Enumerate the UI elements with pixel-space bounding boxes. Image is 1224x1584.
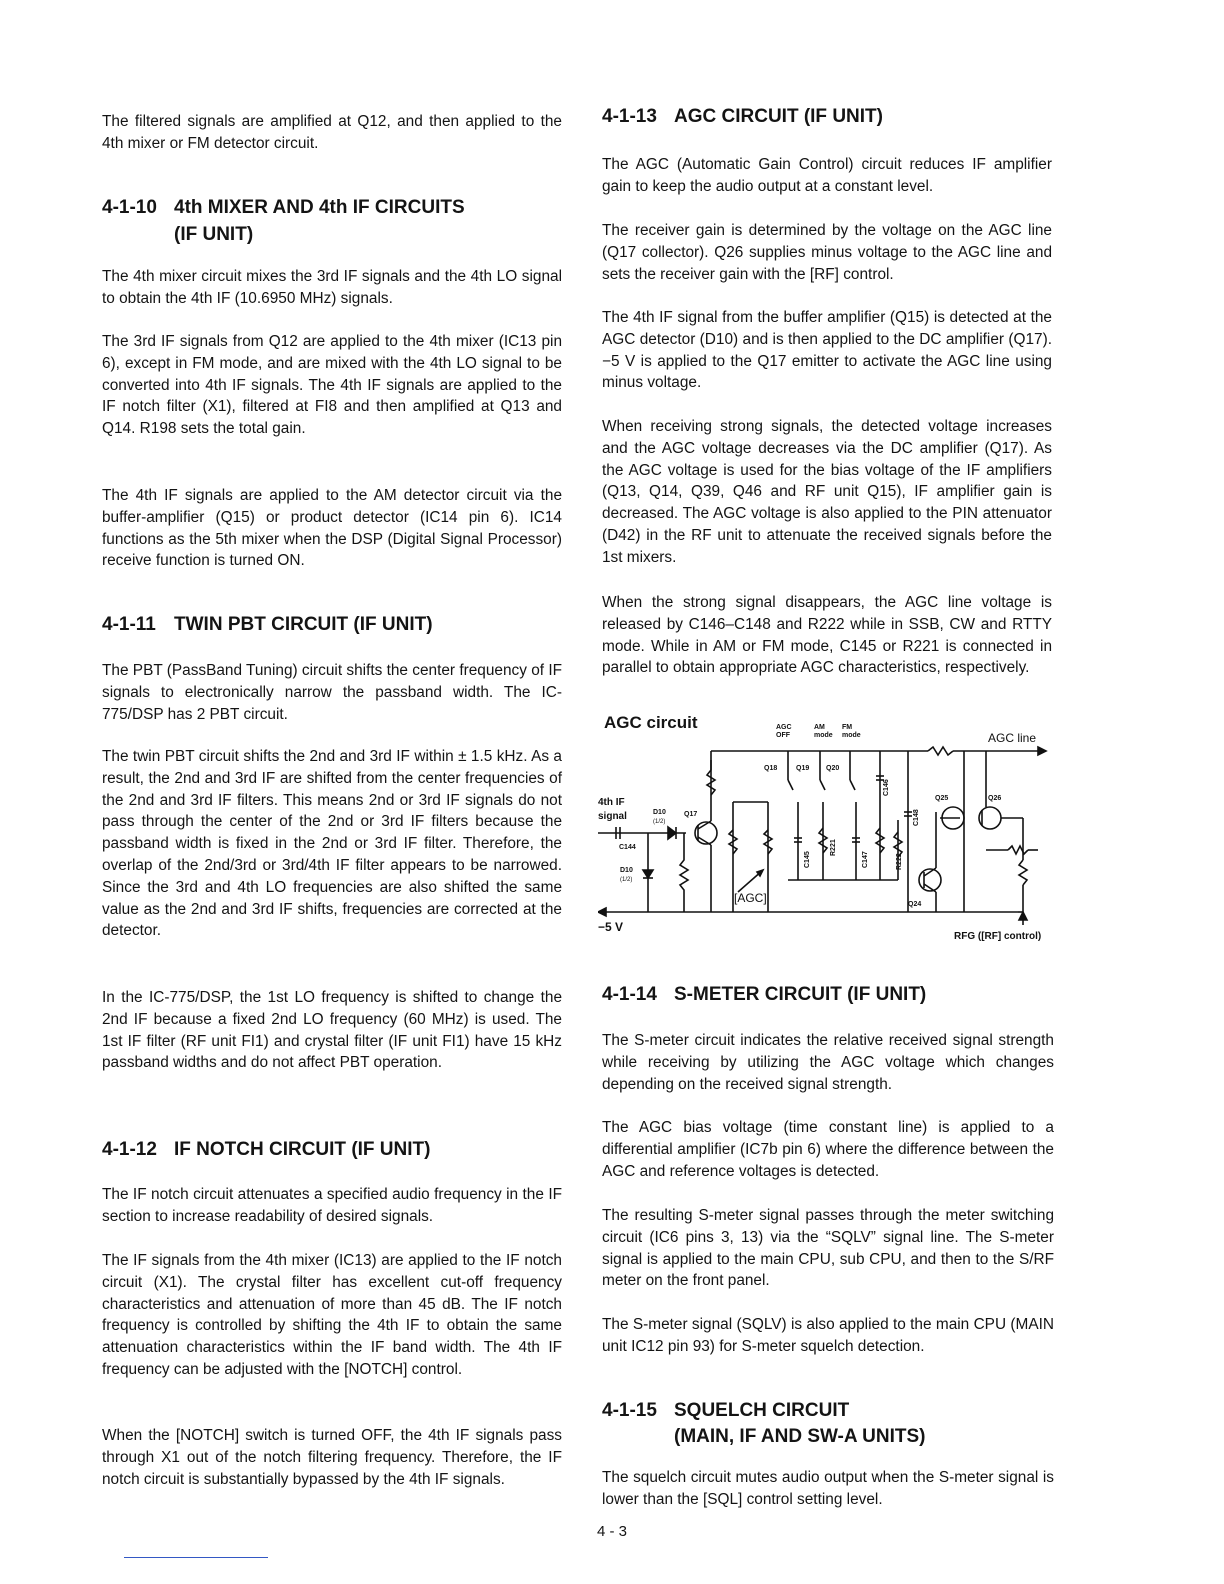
s10-paragraph-1: The 4th mixer circuit mixes the 3rd IF signals and the 4th LO signal to obtain the 4th IF (10.6950 MHz) signals. bbox=[102, 268, 562, 307]
label-c146: C146 bbox=[883, 779, 890, 796]
s13-paragraph-4: When receiving strong signals, the detected voltage increases and the AGC voltage decreases via the DC amplifier (Q17). As the AGC voltage is used for the bias voltage of the IF amplifiers (Q13, Q14, Q39, Q46 and RF unit Q15), IF amplifier gain is decreased. The AGC voltage is also applied to the PIN attenuator (D42) in the RF unit to attenuate the received signals before the 1st mixers. bbox=[602, 418, 1052, 566]
s12-paragraph-3: When the [NOTCH] switch is turned OFF, the 4th IF signals pass through X1 out of the notch filtering frequency. Therefore, the IF notch circuit is substantially bypassed by the 4th IF signals. bbox=[102, 1427, 562, 1488]
s15-paragraph-1: The squelch circuit mutes audio output when the S-meter signal is lower than the [SQL] control setting level. bbox=[602, 1469, 1054, 1508]
section-4-1-13-heading bbox=[602, 104, 1062, 130]
label-d10-lower-sub: (1/2) bbox=[620, 877, 633, 883]
s12-paragraph-1: The IF notch circuit attenuates a specified audio frequency in the IF section to increase readability of desired signals. bbox=[102, 1186, 562, 1225]
s14-paragraph-3: The resulting S-meter signal passes through the meter switching circuit (IC6 pins 3, 13) via the “SQLV” signal line. The S-meter signal is applied to the main CPU, sub CPU, and then to the S/RF meter on the front panel. bbox=[602, 1207, 1054, 1290]
label-am-mode: AM mode bbox=[814, 724, 833, 739]
s10-paragraph-3: The 4th IF signals are applied to the AM detector circuit via the buffer-amplifier (Q15) or product detector (IC14 pin 6). IC14 functions as the 5th mixer when the DSP (Digital Signal Processor) receive function is turned ON. bbox=[102, 487, 562, 570]
section-4-1-15-heading bbox=[602, 1398, 1062, 1424]
section-title: S-METER CIRCUIT (IF UNIT) bbox=[674, 984, 927, 1005]
section-title: SQUELCH CIRCUIT bbox=[674, 1400, 850, 1421]
s11-paragraph-2: The twin PBT circuit shifts the 2nd and 3rd IF within ± 1.5 kHz. As a result, the 2nd and 3rd IF are shifted from the center frequencies of the 2nd and 3rd IF filters. This means 2nd or 3rd IF signals do not pass through the center of the 2nd or 3rd IF filters because the passband width is fixed in the 2nd or 3rd IF filter. Therefore, the overlap of the 2nd/3rd or 3rd/4th IF filter appears to be narrowed. Since the 3rd and 4th LO frequencies are also shifted the same value as the 2nd and 3rd IF shifts, frequencies are corrected at the detector. bbox=[102, 748, 562, 940]
s13-paragraph-3: The 4th IF signal from the buffer amplifier (Q15) is detected at the AGC detector (D10) and is then applied to the DC amplifier (Q17). −5 V is applied to the Q17 emitter to activate the AGC line using minus voltage. bbox=[602, 309, 1052, 392]
figure-title: AGC circuit bbox=[604, 713, 698, 732]
section-number: 4-1-11 bbox=[102, 614, 156, 635]
agc-circuit-schematic bbox=[598, 720, 1068, 945]
s14-paragraph-4: The S-meter signal (SQLV) is also applied to the main CPU (MAIN unit IC12 pin 93) for S-meter squelch detection. bbox=[602, 1316, 1054, 1355]
section-number: 4-1-15 bbox=[602, 1400, 657, 1421]
label-d10-lower: D10 bbox=[620, 867, 633, 874]
label-c144: C144 bbox=[619, 844, 636, 851]
label-q17: Q17 bbox=[684, 811, 698, 818]
label-r222: R222 bbox=[896, 853, 903, 870]
section-4-1-11-heading bbox=[102, 612, 562, 638]
page-number: 4 - 3 bbox=[596, 1523, 627, 1540]
label-c148: C148 bbox=[913, 809, 920, 826]
label-c147: C147 bbox=[862, 851, 869, 868]
schematic-wiring bbox=[598, 747, 1046, 925]
label-c145: C145 bbox=[804, 851, 811, 868]
label-q25: Q25 bbox=[935, 795, 949, 802]
intro-paragraph: The filtered signals are amplified at Q12, and then applied to the 4th mixer or FM detector circuit. bbox=[102, 113, 562, 152]
section-title: AGC CIRCUIT (IF UNIT) bbox=[674, 106, 883, 127]
section-number: 4-1-14 bbox=[602, 984, 657, 1005]
section-4-1-10-heading-line2: (IF UNIT) bbox=[174, 224, 254, 245]
label-agc-line: AGC line bbox=[988, 731, 1037, 745]
label-q20: Q20 bbox=[826, 765, 840, 772]
label-signal: signal bbox=[598, 811, 627, 822]
section-4-1-14-heading bbox=[602, 982, 1062, 1008]
section-title: IF NOTCH CIRCUIT (IF UNIT) bbox=[174, 1139, 431, 1160]
label-fm-mode: FM mode bbox=[842, 724, 861, 739]
section-4-1-10-heading bbox=[102, 195, 562, 221]
s11-paragraph-1: The PBT (PassBand Tuning) circuit shifts the center frequency of IF signals to electronically narrow the passband width. The IC-775/DSP has 2 PBT circuit. bbox=[102, 662, 562, 723]
label-d10-upper-sub: (1/2) bbox=[653, 819, 666, 825]
label-agc-control: [AGC] bbox=[734, 891, 767, 905]
label-rfg: RFG ([RF] control) bbox=[954, 931, 1042, 942]
section-4-1-15-heading-line2: (MAIN, IF AND SW-A UNITS) bbox=[674, 1426, 926, 1447]
s13-paragraph-2: The receiver gain is determined by the voltage on the AGC line (Q17 collector). Q26 supplies minus voltage to the AGC line and sets the receiver gain with the [RF] control. bbox=[602, 222, 1052, 283]
section-number: 4-1-10 bbox=[102, 197, 157, 218]
section-title: 4th MIXER AND 4th IF CIRCUITS bbox=[174, 197, 465, 218]
label-q19: Q19 bbox=[796, 765, 810, 772]
label-r221: R221 bbox=[830, 839, 837, 856]
label-d10-upper: D10 bbox=[653, 809, 666, 816]
section-title: TWIN PBT CIRCUIT (IF UNIT) bbox=[174, 614, 433, 635]
label-q18: Q18 bbox=[764, 765, 778, 772]
label-q24: Q24 bbox=[908, 901, 922, 908]
label-agc-off: AGC OFF bbox=[776, 724, 792, 739]
s10-paragraph-2: The 3rd IF signals from Q12 are applied to the 4th mixer (IC13 pin 6), except in FM mode, and are mixed with the 4th LO signal to be converted into 4th IF signals. The 4th IF signals are applied to the IF notch filter (X1), filtered at FI8 and then amplified at Q13 and Q14. R198 sets the total gain. bbox=[102, 333, 562, 438]
label-q26: Q26 bbox=[988, 795, 1002, 802]
label-4th-if: 4th IF bbox=[598, 797, 625, 808]
footer-rule bbox=[124, 1557, 268, 1558]
label-minus-5v: −5 V bbox=[598, 920, 624, 934]
section-number: 4-1-13 bbox=[602, 106, 657, 127]
s13-paragraph-5: When the strong signal disappears, the AGC line voltage is released by C146–C148 and R222 while in SSB, CW and RTTY mode. While in AM or FM mode, C145 or R221 is connected in parallel to obtain appropriate AGC characteristics, respectively. bbox=[602, 594, 1052, 677]
section-4-1-12-heading bbox=[102, 1137, 562, 1163]
section-number: 4-1-12 bbox=[102, 1139, 157, 1160]
s12-paragraph-2: The IF signals from the 4th mixer (IC13) are applied to the IF notch circuit (X1). The crystal filter has excellent cut-off frequency characteristics and attenuation of more than 45 dB. The IF notch frequency is controlled by shifting the 4th IF to obtain the same attenuation characteristics within the IF band width. The 4th IF frequency can be adjusted with the [NOTCH] control. bbox=[102, 1252, 562, 1378]
s14-paragraph-2: The AGC bias voltage (time constant line) is applied to a differential amplifier (IC7b pin 6) where the difference between the AGC and reference voltages is detected. bbox=[602, 1119, 1054, 1180]
s13-paragraph-1: The AGC (Automatic Gain Control) circuit reduces IF amplifier gain to keep the audio output at a constant level. bbox=[602, 156, 1052, 195]
s11-paragraph-3: In the IC-775/DSP, the 1st LO frequency is shifted to change the 2nd IF because a fixed 2nd LO frequency (60 MHz) is used. The 1st IF filter (RF unit FI1) and crystal filter (IF unit FI1) have 15 kHz passband widths and do not affect PBT operation. bbox=[102, 989, 562, 1072]
s14-paragraph-1: The S-meter circuit indicates the relative received signal strength while receiving by utilizing the AGC voltage which changes depending on the received signal strength. bbox=[602, 1032, 1054, 1093]
